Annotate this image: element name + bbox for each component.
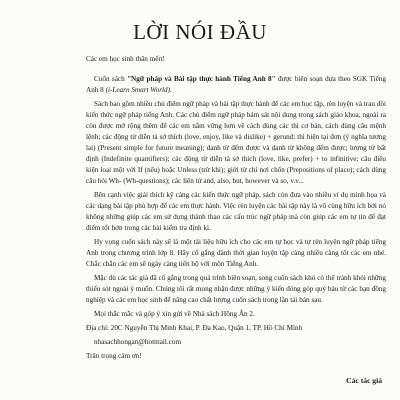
book-title: "Ngữ pháp và Bài tập thực hành Tiếng Anh 8" <box>127 75 276 83</box>
paragraph-intro <box>86 74 386 96</box>
page-title: LỜI NÓI ĐẦU <box>133 20 267 44</box>
intro-text-b: được biên soạn dựa theo SGK Tiếng Anh 8 <box>86 75 386 94</box>
email-line: nhasachhongan@hotmail.com <box>94 338 182 346</box>
address-line: Địa chỉ: 20C Nguyễn Thị Minh Khai, P. Đa Kao, Quận 1, TP. Hồ Chí Minh <box>86 324 303 332</box>
series-name: (i-Learn Smart World). <box>105 86 172 94</box>
intro-text-a: Cuốn sách <box>94 75 128 83</box>
preface-body <box>86 54 386 365</box>
paragraph-hope: Hy vọng cuốn sách này sẽ là một tài liệu hữu ích cho các em tự học và tự rèn luyện ngữ pháp tiếng Anh trong chương trình lớp 8. Hãy cố gắng dành thời gian luyện tập càng nhiều càng tốt các em nhé. Chắc chắn các em sẽ ngày càng tiến bộ với môn Tiếng Anh. <box>86 238 386 268</box>
closing-line: Trân trọng cảm ơn! <box>86 352 142 360</box>
paragraph-content: Sách bao gồm nhiều chủ điểm ngữ pháp và bài tập thực hành để các em học tập, rèn luyện và trau dồi kiến thức ngữ pháp tiếng Anh. Các chủ điểm ngữ pháp bám sát nội dung trong sách giáo khoa, ngoài ra còn được mở rộng thêm để các em nắm vững hơn về cách dùng các thì cơ bản, cách dùng câu mệnh lệnh; các động từ diễn tả sở thích (love, enjoy, like và dislike) + gerund; thì hiện tại đơn (ý nghĩa tương lai) (Present simple for future meaning); danh từ đếm được và danh từ không đếm được; lượng từ bất định (Indefinite quantifiers); các động từ diễn tả sở thích (love, like, prefer) + to infinitive; câu điều kiện loại một với If (nếu) hoặc Unless (trừ khi); giới từ chỉ nơi chốn (Prepositions of place); cách dùng câu hỏi Wh- (Wh-questions); các liên từ and, also, but, however và so, v.v... <box>86 100 386 185</box>
paragraph-feedback: Mặc dù các tác giả đã cố gắng trong quá trình biên soạn, song cuốn sách khó có thể tránh khỏi những thiếu sót ngoài ý muốn. Chúng tôi rất mong nhận được những ý kiến đóng góp quý báu từ các bạn đồng nghiệp và các em học sinh để nâng cao chất lượng cuốn sách trong lần tái bản sau. <box>86 274 386 304</box>
signature: Các tác giả <box>346 376 382 385</box>
greeting: Các em học sinh thân mến! <box>86 55 165 63</box>
paragraph-exercises: Bên cạnh việc giải thích kỹ càng các kiến thức ngữ pháp, sách còn đưa vào nhiều ví dụ minh họa và các dạng bài tập phù hợp để các em thực hành. Việc rèn luyện các bài tập này là vô cùng hữu ích bởi nó không những giúp các em sử dụng thành thạo các cấu trúc ngữ pháp mà còn giúp các em tự tin để đạt điểm tốt hơn trong các bài kiểm tra định kì. <box>86 191 386 232</box>
paragraph-contact: Mọi thắc mắc và góp ý xin gửi về Nhà sách Hồng Ân 2. <box>94 310 255 318</box>
